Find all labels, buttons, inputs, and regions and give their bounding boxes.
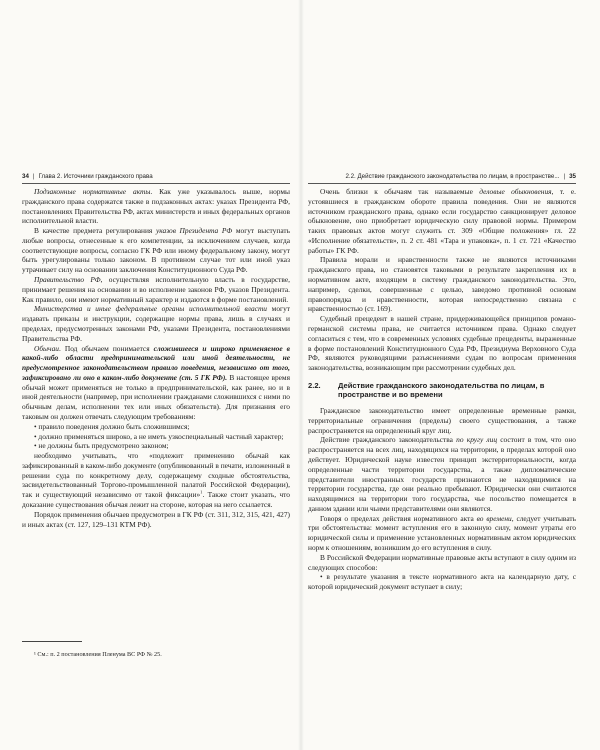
text-run: Действие гражданского законодательства bbox=[320, 435, 457, 445]
text-run: указов Президента РФ bbox=[155, 226, 233, 236]
paragraph: Порядок применения обычаев предусмотрен в ГК РФ (ст. 311, 312, 315, 421, 427) и иных актах (ст. 127, 129–131 КТМ РФ). bbox=[22, 509, 290, 529]
paragraph: Гражданское законодательство имеет определенные временные рамки, территориальные ограничения (пределы) своего существования, а также распространяется на определенный круг лиц. bbox=[308, 406, 576, 435]
header-title-left: Глава 2. Источники гражданского права bbox=[38, 173, 153, 180]
list-item: • должно применяться широко, а не иметь узкоспециальный частный характер; bbox=[34, 431, 284, 441]
text-run: , осуществляя исполнительную власть в государстве, принимает решения на основании и во исполнение законов РФ, указов Президента. Как правило, они имеют нормативный характер и издаются в форме постановлений. bbox=[22, 275, 290, 304]
text-run: могут издавать приказы и инструкции, содержащие нормы права, лишь в случаях и пределах, предусмотренных законами РФ, указами Президента, постановлениями Правительства РФ. bbox=[22, 304, 290, 343]
text-run: необходимо учитывать, что «подлежит применению обычай как зафиксированный в каком-либо документе (опубликованный в печати, изложенный в решении суда по конкретному делу, содержащему сходные обстоятельства, засвидетельствованный Торгово-промышленной палатой Российской Федерации), так и существующий независимо от такой фиксации» bbox=[22, 451, 290, 500]
left-page-text bbox=[22, 187, 290, 529]
paragraph bbox=[22, 187, 290, 226]
text-run: Правительство РФ bbox=[34, 275, 101, 285]
text-run: во времени bbox=[476, 513, 512, 523]
text-run: В настоящее время обычай может применяться не только в предпринимательской, как ранее, но и в иной деятельности (например, при исполнении гражданами сложившихся с ними по обычным делам, исполнении тех или иных обязательств). Для признания его таковым он должен отвечать следующим требованиям: bbox=[22, 372, 290, 421]
list-item: • в результате указания в тексте нормативного акта на календарную дату, с которой юридический документ вступает в силу; bbox=[308, 572, 576, 592]
text-run: В качестве предмета регулирования bbox=[34, 226, 156, 236]
paragraph bbox=[22, 451, 290, 510]
text-run: Обычаи bbox=[34, 343, 59, 353]
right-page-text bbox=[308, 187, 576, 592]
section-heading bbox=[308, 381, 576, 400]
text-run: . Как уже указывалось выше, нормы гражданского права содержатся также в подзаконных актах: указах Президента РФ, постановлениях Правительства РФ, актах министерств и иных федеральных органов исполнительной власти. bbox=[22, 187, 290, 226]
paragraph: В Российской Федерации нормативные правовые акты вступают в силу одним из следующих способов: bbox=[308, 552, 576, 572]
text-run: . Также стоит указать, что доказание существования обычая лежит на стороне, которая на него ссылается. bbox=[22, 490, 290, 509]
text-run: Министерства и иные федеральные органы исполнительной власти bbox=[34, 304, 267, 314]
paragraph bbox=[22, 304, 290, 343]
paragraph bbox=[22, 226, 290, 275]
header-separator: | bbox=[563, 173, 566, 180]
paragraph bbox=[308, 514, 576, 553]
paragraph bbox=[22, 275, 290, 304]
left-page bbox=[22, 0, 290, 750]
paragraph: Правила морали и нравственности также не являются источниками гражданского права, но становятся таковыми в результате закрепления их в нормативном акте, входящем в систему гражданского законодательства. Это, например, сделки, совершенные с целью, заведомо противной основам правопорядка и нравственности, которая непосредственно связана с нравственностью (ст. 169). bbox=[308, 255, 576, 314]
text-run: , следует учитывать три обстоятельства: момент вступления его в законную силу, момент утраты его юридической силы и применение установленных нормативным актом юридических норм к отношениям, возникшим до его вступления в силу. bbox=[308, 513, 577, 552]
paragraph: Судебный прецедент в нашей стране, придерживающейся принципов романо-германской системы права, не считается источником права. Однако следует согласиться с тем, что в современных условиях судебные прецеденты, выраженные в форме постановлений Конституционного Суда РФ, Президиума Верховного Суда РФ, являются руководящими разъяснениями судам по вопросам применения законодательства, возникающим при рассмотрении судебных дел. bbox=[308, 314, 576, 373]
section-number: 2.2. bbox=[308, 380, 321, 390]
paragraph bbox=[308, 435, 576, 513]
text-run: Подзаконные нормативные акты bbox=[34, 187, 151, 196]
text-run: . Под обычаем понимается bbox=[58, 343, 154, 353]
text-run: Очень близки к обычаям так называемые bbox=[320, 187, 480, 196]
right-page bbox=[308, 0, 576, 750]
text-run: Говоря о пределах действия нормативного акта bbox=[320, 513, 477, 523]
footnote-rule bbox=[22, 641, 82, 642]
text-run: могут выступать любые вопросы, отнесенные к его компетенции, за исключением случаев, когда соответствующие вопросы, согласно ГК РФ или иному федеральному закону, могут быть урегулированы только законом. В противном случае тот или иной указ утрачивает силу на основании заключения Конституционного Суда РФ. bbox=[22, 226, 291, 275]
section-title: Действие гражданского законодательства по лицам, в пространстве и во времени bbox=[338, 380, 545, 400]
paragraph bbox=[308, 187, 576, 255]
paragraph bbox=[22, 344, 290, 422]
header-separator: | bbox=[32, 173, 35, 180]
text-run: деловые обыкновения bbox=[479, 187, 552, 196]
list-item: • правило поведения должно быть сложившимся; bbox=[34, 421, 190, 431]
header-title-right: 2.2. Действие гражданского законодательства по лицам, в пространстве... bbox=[345, 173, 560, 180]
page-number-right: 35 bbox=[569, 173, 576, 180]
book-gutter-shadow bbox=[298, 0, 304, 750]
text-run: по кругу лиц bbox=[456, 435, 498, 445]
running-header-left bbox=[22, 172, 290, 184]
text-run: сложившееся и широко применяемое в какой-либо области предпринимательской или иной деятельности, не предусмотренное законодательством правило поведения, независимо от того, зафиксировано ли оно в каком-либо документе (ст. 5 ГК РФ). bbox=[22, 343, 290, 382]
running-header-right bbox=[308, 172, 576, 184]
text-run: состоит в том, что оно распространяется на всех лиц, находящихся на территории, в пределах которой оно действует. Юридической науке известен принцип экстерриториальности, когда определенные части территории государства, а также дипломатические представители иностранных государств признаются не находящимися на территории государства, где они реально пребывают. Юридически они считаются находящимися на территории того государства, чье посольство помещается в данном здании или чьими представителями они являются. bbox=[308, 435, 576, 513]
footnote-marker: 1 bbox=[200, 489, 203, 495]
page-number-left: 34 bbox=[22, 173, 29, 180]
list-item: • не должны быть предусмотрено законом; bbox=[34, 441, 169, 451]
text-run: , т. е. устоявшиеся в гражданском обороте правила поведения. Они не являются источником гражданского права, однако если государство санкционирует деловое обыкновение, оно приобретает юридическую силу правовой нормы. Примером таких правовых актов могут служить ст. 309 «Общие положения» гл. 22 «Исполнение обязательств», п. 2 ст. 481 «Тара и упаковка», п. 1 ст. 721 «Качество работы» ГК РФ. bbox=[308, 187, 576, 255]
footnote: ¹ См.: п. 2 постановления Пленума ВС РФ № 25. bbox=[34, 651, 162, 659]
